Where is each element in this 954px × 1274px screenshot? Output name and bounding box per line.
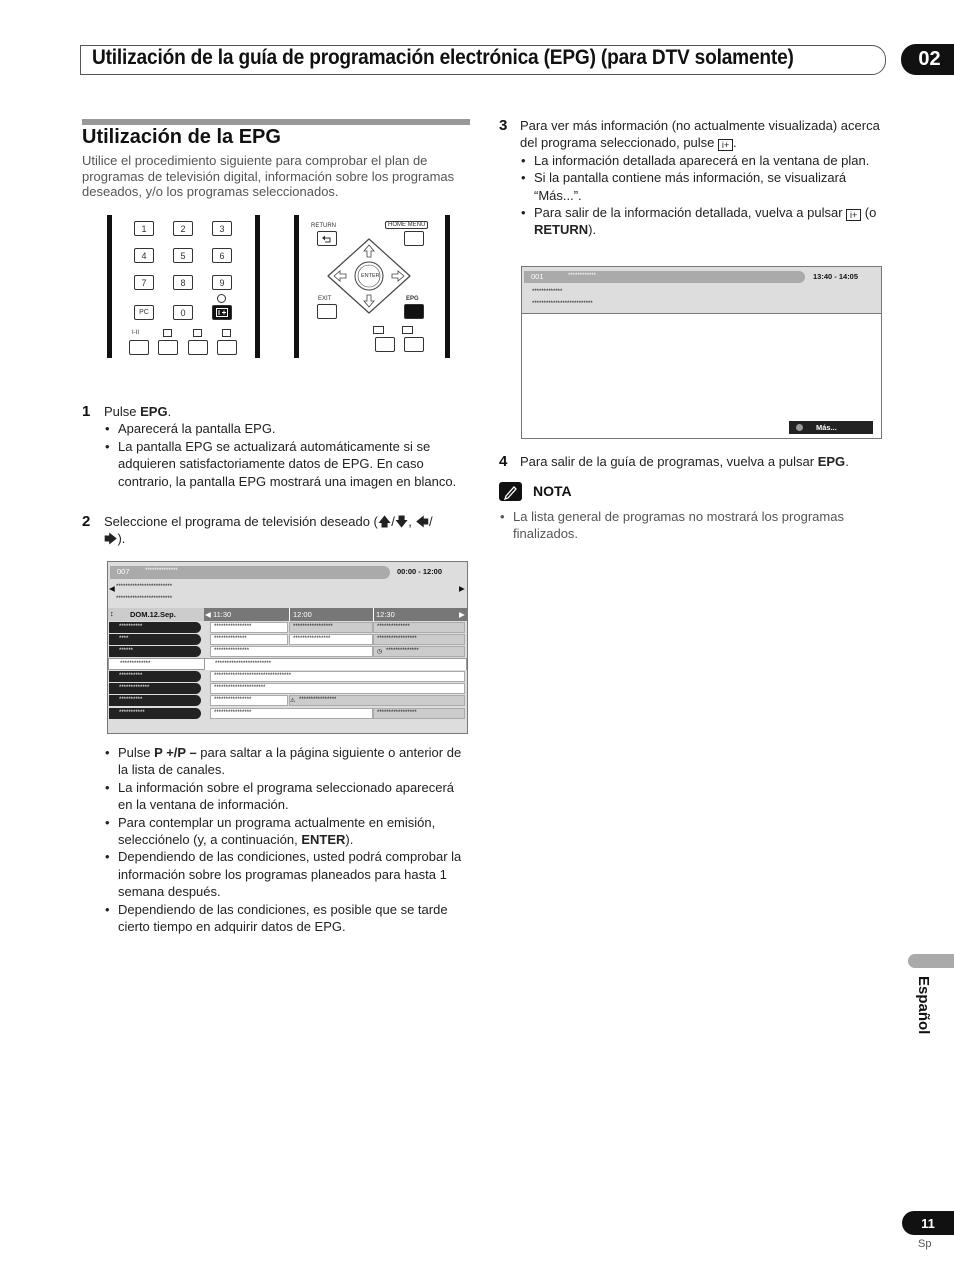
language-tab: [908, 954, 954, 968]
key-0: 0: [173, 305, 193, 320]
epg-date: DOM.12.Sep.: [130, 610, 176, 619]
detail-info-line: **************************: [532, 301, 593, 307]
step-4: Para salir de la guía de programas, vuelva a pulsar EPG.: [520, 454, 849, 469]
clock-icon: [217, 294, 226, 303]
page-number: 11: [902, 1211, 954, 1235]
step-1-number: 1: [82, 403, 91, 420]
epg-row: ********** *********************************: [108, 671, 467, 683]
remote-illustration-numpad: [107, 215, 261, 358]
epg-row: ************* **********************: [108, 683, 467, 695]
key-pc: PC: [134, 305, 154, 320]
epg-prev-arrow-icon: ◀: [109, 584, 115, 593]
epg-time-slot: 12:00: [293, 610, 312, 619]
section-intro: Utilice el procedimiento siguiente para comprobar el plan de programas de televisión digital, información sobre los programas deseados, y/o los programas seleccionados.: [82, 153, 455, 199]
epg-right-arrow-icon: ▶: [459, 610, 465, 619]
epg-row: **** ************** **************** *****************: [108, 634, 467, 646]
epg-time-range: 00:00 - 12:00: [397, 567, 443, 576]
chapter-number: 02: [901, 44, 954, 75]
more-button-icon: [796, 424, 803, 431]
arrow-up-icon: 🡅: [377, 514, 392, 529]
epg-screen-illustration: [107, 561, 468, 734]
step-3-bullet: • Para salir de la información detallada, vuelva a pulsar i+ (o RETURN).: [520, 204, 892, 239]
section-title: Utilización de la EPG: [82, 126, 281, 148]
detail-time-range: 13:40 - 14:05: [813, 272, 859, 281]
step-2-bullet: • Dependiendo de las condiciones, usted podrá comprobar la información sobre los programas planeados para hasta 1 semana después.: [104, 848, 472, 900]
epg-channel-name: **************: [145, 568, 178, 574]
info-key-icon: [212, 305, 232, 320]
picture-mode-icon: [373, 326, 384, 334]
detail-channel-name: ************: [568, 273, 597, 279]
epg-left-arrow-icon: ◀: [205, 610, 211, 619]
key-8: 8: [173, 275, 193, 290]
epg-time-slot: 11:30: [213, 610, 232, 619]
timer-icon: ◷: [377, 649, 383, 655]
label-return: RETURN: [311, 223, 336, 229]
step-3-number: 3: [499, 117, 508, 134]
key-audio: [129, 340, 149, 355]
step-1: Pulse EPG. • Aparecerá la pantalla EPG. • La pantalla EPG se actualizará automáticamente si se adquieren satisfactoriamente datos de EPG. En caso contrario, la pantalla EPG mostrará una imagen en blanco.: [104, 403, 472, 490]
step-3: Para ver más información (no actualmente visualizada) acerca del programa seleccionado, pulse i+ . • La información detallada aparecerá en la ventana de plan. • Si la pantalla contiene más información, se visualizará “Más...”. • Para salir de la información detallada, vuelva a pulsar i+ (o RETURN).: [520, 117, 892, 239]
epg-row: *********** **************** *****************: [108, 708, 467, 720]
step-3-bullet: • Si la pantalla contiene más información, se visualizará “Más...”.: [520, 169, 892, 204]
epg-channel-number: 007: [117, 567, 130, 576]
key-3: 3: [212, 221, 232, 236]
section-rule: [82, 119, 470, 125]
step-1-bullet: • La pantalla EPG se actualizará automáticamente si se adquieren satisfactoriamente datos de EPG. En caso contrario, la pantalla EPG mostrará una imagen en blanco.: [104, 438, 472, 490]
key-9: 9: [212, 275, 232, 290]
label-epg: EPG: [406, 296, 419, 302]
label-enter: ENTER: [361, 273, 380, 279]
note-text: • La lista general de programas no mostrará los programas finalizados.: [499, 508, 889, 542]
label-exit: EXIT: [318, 296, 332, 302]
step-2-bullet: • La información sobre el programa seleccionado aparecerá en la ventana de información.: [104, 779, 472, 814]
epg-scroll-icon: ↕: [110, 609, 114, 618]
info-key-icon: i+: [846, 209, 861, 221]
key-teletext: [188, 340, 208, 355]
step-2: Seleccione el programa de televisión deseado (🡅/🡇, 🡄/ 🡆).: [104, 514, 433, 547]
key-epg: [404, 304, 424, 319]
key-4: 4: [134, 248, 154, 263]
step-4-number: 4: [499, 453, 508, 470]
epg-row: ****** *************** ◷ **************: [108, 646, 467, 658]
teletext-icon: [193, 329, 202, 337]
key-6: 6: [212, 248, 232, 263]
step-1-bullet: • Aparecerá la pantalla EPG.: [104, 420, 472, 437]
key-1: 1: [134, 221, 154, 236]
step-2-bullet: • Pulse P +/P – para saltar a la página siguiente o anterior de la lista de canales.: [104, 744, 472, 779]
label-home-menu: HOME MENU: [385, 221, 428, 229]
detail-screen-illustration: [521, 266, 882, 439]
step-2-bullets: [104, 744, 472, 935]
step-2-bullet: • Para contemplar un programa actualmente en emisión, selecciónelo (y, a continuación, ENTER).: [104, 814, 472, 849]
step-2-bullet: • Dependiendo de las condiciones, es posible que se tarde cierto tiempo en adquirir datos de EPG.: [104, 901, 472, 936]
subtitle-icon: [163, 329, 172, 337]
step-2-number: 2: [82, 513, 91, 530]
key-2: 2: [173, 221, 193, 236]
epg-row: ********** **************** ⚠ ****************: [108, 695, 467, 707]
key-split-screen: [404, 337, 424, 352]
note-pencil-icon: [499, 482, 522, 501]
epg-row: ********** **************** ***************** **************: [108, 622, 467, 634]
key-5: 5: [173, 248, 193, 263]
warning-icon: ⚠: [290, 698, 296, 704]
detail-info-line: *************: [532, 289, 563, 295]
language-label: Español: [915, 976, 932, 1035]
key-teletext-mix: [217, 340, 237, 355]
arrow-left-icon: 🡄: [415, 514, 429, 529]
page-title: Utilización de la guía de programación electrónica (EPG) (para DTV solamente): [92, 46, 794, 69]
detail-more-label: Más...: [816, 423, 837, 432]
remote-illustration-nav: [294, 215, 450, 358]
epg-info-line: ************************: [116, 596, 173, 602]
page-language-code: Sp: [918, 1238, 932, 1250]
key-exit: [317, 304, 337, 319]
epg-info-line: ************************: [116, 584, 173, 590]
step-3-bullet: • La información detallada aparecerá en la ventana de plan.: [520, 152, 892, 169]
epg-key-label: EPG: [140, 404, 168, 419]
key-subtitle: [158, 340, 178, 355]
label-1-ii: I-II: [132, 330, 139, 336]
note-title: NOTA: [533, 483, 572, 499]
split-screen-icon: [402, 326, 413, 334]
key-picture-mode: [375, 337, 395, 352]
epg-time-slot: 12:30: [376, 610, 395, 619]
detail-channel-number: 001: [531, 272, 544, 281]
epg-row-selected: ************* ************************: [108, 658, 467, 670]
epg-next-arrow-icon: ▶: [459, 584, 465, 593]
teletext-mix-icon: [222, 329, 231, 337]
info-key-icon: i+: [718, 139, 733, 151]
arrow-right-icon: 🡆: [104, 531, 118, 547]
key-7: 7: [134, 275, 154, 290]
arrow-down-icon: 🡇: [394, 514, 409, 529]
